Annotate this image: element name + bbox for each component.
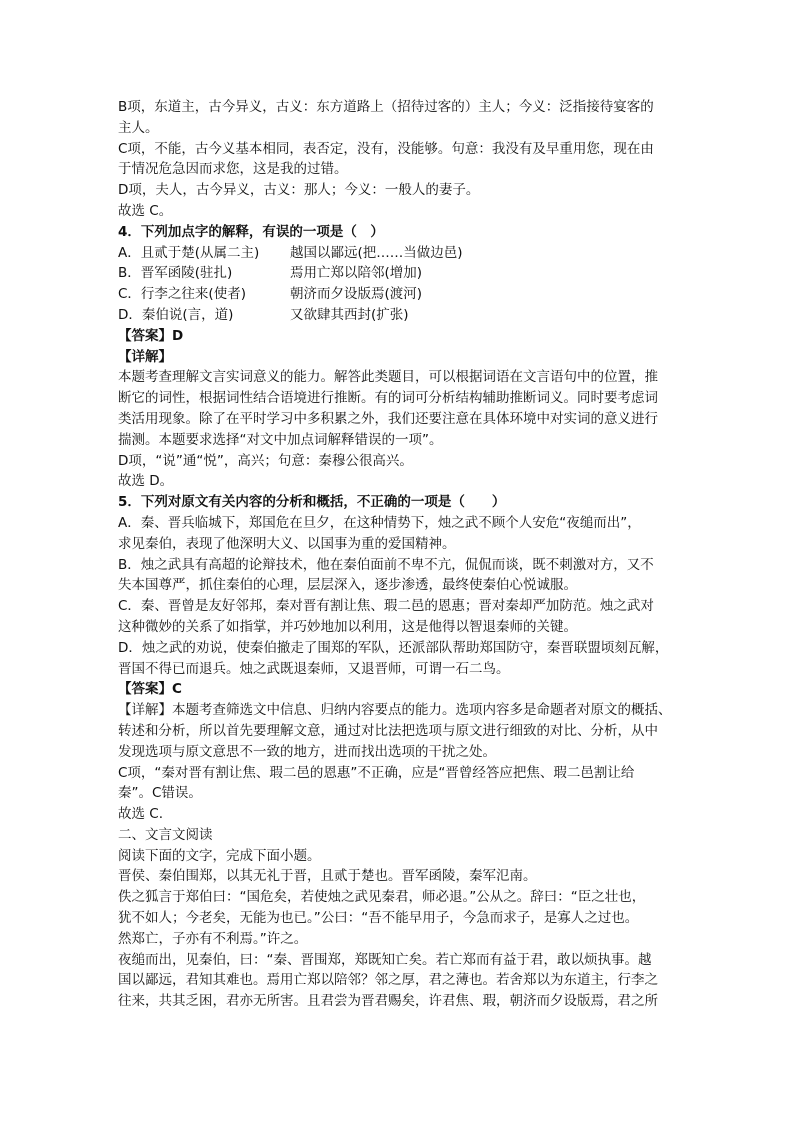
option-left: D．秦伯说(言，道) [118, 306, 234, 323]
passage-line: 往来，共其乏困，君亦无所害。且君尝为晋君赐矣，许君焦、瑕，朝济而夕设版焉，君之所 [118, 993, 658, 1010]
intro-explanation [118, 97, 683, 222]
text-line: 故选 D。 [118, 473, 174, 490]
text-line: D项，夫人，古今异义，古义：那人；今义：一般人的妻子。 [118, 182, 480, 199]
detail-label: 【详解】 [118, 348, 172, 365]
passage-line: 然郑亡，子亦有不利焉。”许之。 [118, 930, 308, 947]
option-right: 又欲肆其西封(扩张) [290, 306, 409, 323]
option-row [118, 243, 683, 264]
option-line: 失本国尊严，抓住秦伯的心理，层层深入，逐步渗透，最终使秦伯心悦诚服。 [118, 577, 577, 594]
question-stem: 4．下列加点字的解释，有误的一项是（ ） [118, 223, 384, 240]
option-row [118, 263, 683, 284]
text-line: 本题考查理解文言实词意义的能力。解答此类题目，可以根据词语在文言语句中的位置，推 [118, 369, 658, 386]
option-right: 越国以鄙远(把……当做边邑) [290, 244, 463, 261]
option-right: 焉用亡郑以陪邻(增加) [290, 265, 423, 282]
section-classical-reading [118, 825, 683, 1012]
option-right: 朝济而夕设版焉(渡河) [290, 286, 423, 303]
text-line: 类活用现象。除了在平时学习中多积累之外，我们还要注意在具体环境中对实词的意义进行 [118, 410, 658, 427]
option-line: D．烛之武的劝说，使秦伯撤走了围郑的军队，还派部队帮助郑国防守，秦晋联盟顷刻瓦解， [118, 639, 669, 656]
text-line: 断它的词性，根据词性结合语境进行推断。有的词可分析结构辅助推断词义。同时要考虑词 [118, 390, 658, 407]
question-stem: 5．下列对原文有关内容的分析和概括，不正确的一项是（ ） [118, 494, 506, 511]
text-line: D项，“说”通“悦”，高兴；句意：秦穆公很高兴。 [118, 452, 413, 469]
option-line: 晋国不得已而退兵。烛之武既退秦师，又退晋师，可谓一石二鸟。 [118, 660, 510, 677]
text-line: 主人。 [118, 119, 159, 136]
option-line: A．秦、晋兵临城下，郑国危在旦夕，在这种情势下，烛之武不顾个人安危“夜缒而出”， [118, 514, 641, 531]
text-line: 揣测。本题要求选择“对文中加点词解释错误的一项”。 [118, 431, 443, 448]
option-row [118, 305, 683, 326]
text-line: 【详解】本题考查筛选文中信息、归纳内容要点的能力。选项内容多是命题者对原文的概括、 [118, 702, 672, 719]
section-instruction: 阅读下面的文字，完成下面小题。 [118, 847, 321, 864]
option-line: C．秦、晋曾是友好邻邦，秦对晋有割让焦、瑕二邑的恩惠；晋对秦却严加防范。烛之武对 [118, 598, 654, 615]
passage-line: 晋侯、秦伯围郑，以其无礼于晋，且贰于楚也。晋军函陵，秦军氾南。 [118, 868, 537, 885]
answer-label: 【答案】D [118, 327, 184, 344]
passage-line: 国以鄙远，君知其难也。焉用亡郑以陪邻？邻之厚，君之薄也。若舍郑以为东道主，行李之 [118, 972, 658, 989]
text-line: 故选 C. [118, 806, 164, 823]
option-left: B．晋军函陵(驻扎) [118, 265, 233, 282]
document-page [118, 97, 683, 1012]
text-line: C项，“秦对晋有割让焦、瑕二邑的恩惠”不正确，应是“晋曾经答应把焦、瑕二邑割让给 [118, 764, 635, 781]
question-4 [118, 222, 683, 492]
answer-label: 【答案】C [118, 681, 182, 698]
option-line: B．烛之武具有高超的论辩技术，他在秦伯面前不卑不亢，侃侃而谈，既不刺激对方，又不 [118, 556, 654, 573]
option-left: A．且贰于楚(从属二主) [118, 244, 260, 261]
text-line: B项，东道主，古今异义，古义：东方道路上（招待过客的）主人；今义：泛指接待宴客的 [118, 99, 654, 115]
option-line: 求见秦伯，表现了他深明大义、以国事为重的爱国精神。 [118, 535, 456, 552]
text-line: 转述和分析，所以首先要理解文意，通过对比法把选项与原文进行细致的对比、分析，从中 [118, 722, 658, 739]
text-line: 故选 C。 [118, 202, 173, 219]
option-line: 这种微妙的关系了如指掌，并巧妙地加以利用，这是他得以智退秦师的关键。 [118, 618, 577, 635]
passage-line: 佚之狐言于郑伯曰：“国危矣，若使烛之武见秦君，师必退。”公从之。辞曰：“臣之壮也， [118, 889, 646, 906]
text-line: 于情况危急因而求您，这是我的过错。 [118, 161, 348, 178]
question-5 [118, 492, 683, 825]
option-left: C．行李之往来(使者) [118, 286, 246, 303]
passage-line: 夜缒而出，见秦伯，曰：“秦、晋围郑，郑既知亡矣。若亡郑而有益于君，敢以烦执事。越 [118, 951, 652, 968]
text-line: 秦”。C错误。 [118, 785, 202, 802]
section-heading: 二、文言文阅读 [118, 826, 213, 843]
text-line: C项，不能，古今义基本相同，表否定，没有，没能够。句意：我没有及早重用您，现在由 [118, 140, 654, 157]
passage-line: 犹不如人；今老矣，无能为也已。”公曰：“吾不能早用子，今急而求子，是寡人之过也。 [118, 910, 639, 927]
option-row [118, 284, 683, 305]
text-line: 发现选项与原文意思不一致的地方，进而找出选项的干扰之处。 [118, 743, 496, 760]
